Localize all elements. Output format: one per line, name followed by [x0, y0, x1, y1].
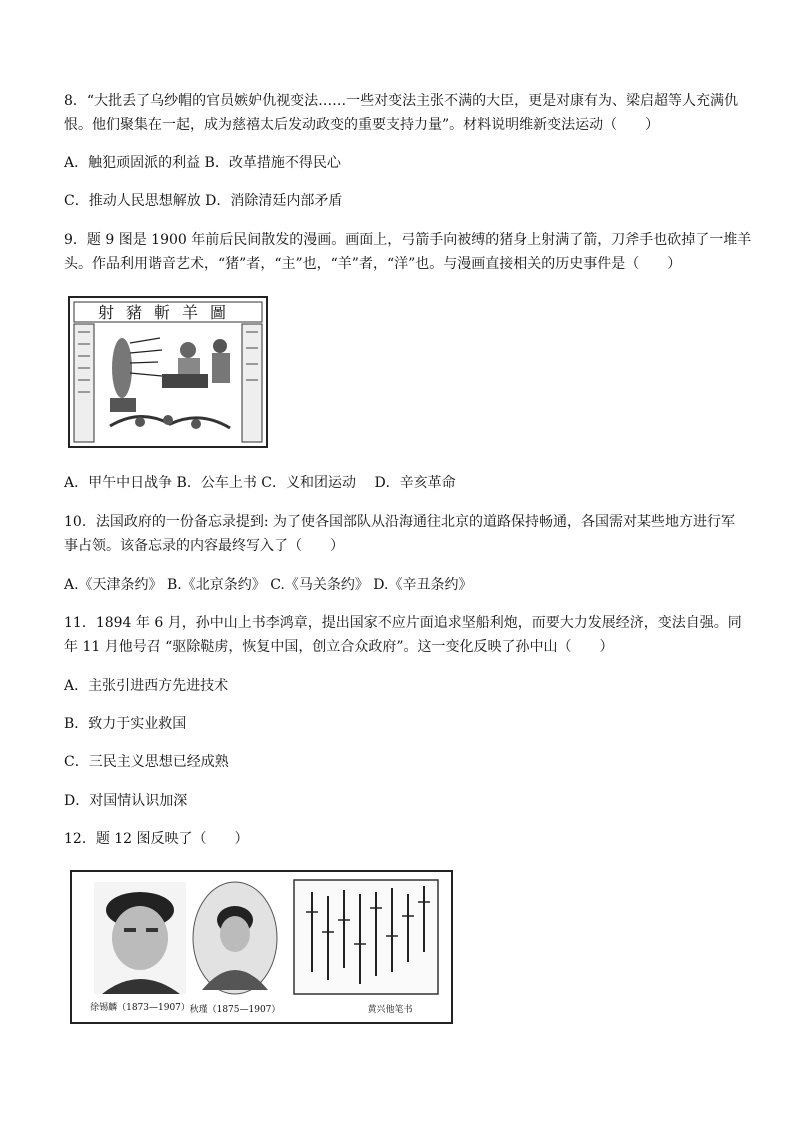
cartoon-illustration	[70, 298, 266, 446]
q10-options: A.《天津条约》 B.《北京条约》 C.《马关条约》 D.《辛丑条约》	[64, 577, 473, 593]
q9-options: A．甲午中日战争 B．公车上书 C．义和团运动 D．辛亥革命	[64, 475, 456, 491]
q11-stem-line1: 11．1894 年 6 月，孙中山上书李鸿章，提出国家不应片面追求坚船利炮，而要大力发展经济，变法自强。同	[64, 615, 742, 631]
q9-cartoon-figure	[68, 296, 268, 448]
cartoon-title: 射豬斬羊圖	[97, 303, 239, 322]
q8-options-ab: A．触犯顽固派的利益 B．改革措施不得民心	[64, 155, 341, 171]
caption-xu-xilin: 徐锡麟（1873—1907）	[90, 1003, 190, 1013]
q12-photo-figure	[70, 870, 453, 1024]
q8-stem-line2: 恨。他们聚集在一起，成为慈禧太后发动政变的重要支持力量”。材料说明维新变法运动（ ）	[64, 117, 660, 133]
q11-stem-line2: 年 11 月他号召 “驱除鞑虏，恢复中国，创立合众政府”。这一变化反映了孙中山（ ）	[64, 639, 614, 655]
q8-stem-line1: 8．“大批丢了乌纱帽的官员嫉妒仇视变法……一些对变法主张不满的大臣，更是对康有为、梁启超等人充满仇	[64, 93, 739, 109]
q11-option-c: C．三民主义思想已经成熟	[64, 754, 229, 770]
q10-stem-line1: 10．法国政府的一份备忘录提到: 为了使各国部队从沿海通往北京的道路保持畅通，各国需对某些地方进行军	[64, 514, 735, 530]
q11-option-d: D．对国情认识加深	[64, 793, 188, 809]
photo-collage	[72, 872, 451, 1022]
q9-stem-line1: 9．题 9 图是 1900 年前后民间散发的漫画。画面上，弓箭手向被缚的猪身上射满了箭，刀斧手也砍掉了一堆羊	[64, 232, 752, 248]
caption-calligraphy: 黄兴他笔书	[367, 1005, 413, 1015]
q11-option-a: A．主张引进西方先进技术	[64, 678, 229, 694]
q9-stem-line2: 头。作品利用谐音艺术，“猪”者，“主”也，“羊”者，“洋”也。与漫画直接相关的历史事件是（ ）	[64, 256, 682, 272]
q10-stem-line2: 事占领。该备忘录的内容最终写入了（ ）	[64, 538, 344, 554]
caption-qiu-jin: 秋瑾（1875—1907）	[189, 1005, 281, 1015]
q11-option-b: B．致力于实业救国	[64, 716, 187, 732]
q12-stem: 12．题 12 图反映了（ ）	[64, 831, 249, 847]
q8-options-cd: C．推动人民思想解放 D．消除清廷内部矛盾	[64, 193, 343, 209]
